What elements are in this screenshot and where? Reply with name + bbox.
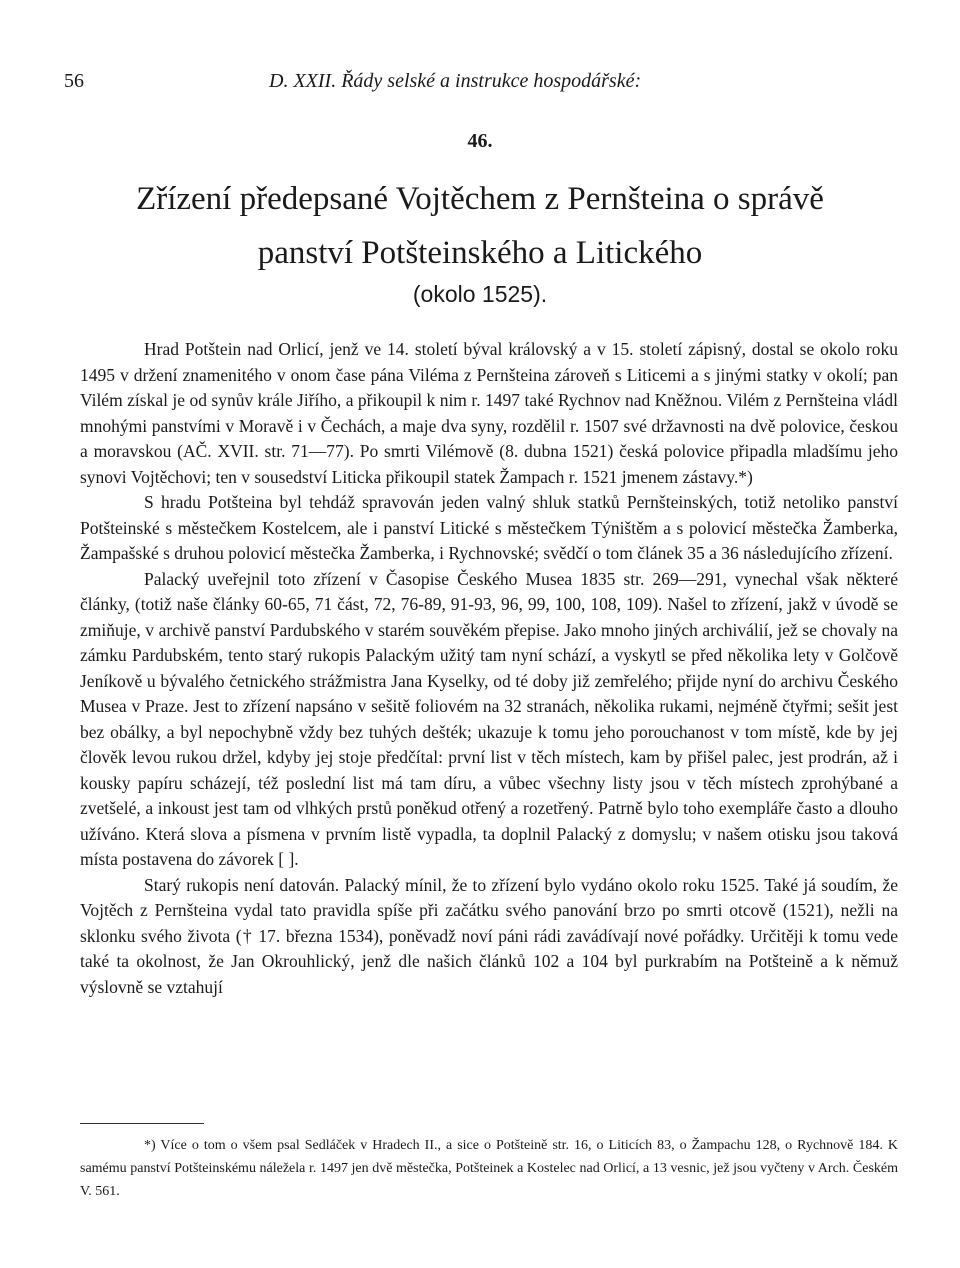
running-title: D. XXII. Řády selské a instrukce hospodářské: — [269, 70, 642, 92]
body-text — [80, 337, 898, 1000]
title-line-1: Zřízení předepsané Vojtěchem z Pernšteina o správě — [136, 181, 824, 217]
paragraph-2: S hradu Potšteina byl tehdáž spravován jeden valný shluk statků Pernšteinských, totiž netoliko panství Potšteinské s městečkem Kostelcem, ale i panství Litické s městečkem Týništěm a s polovicí městečka Žamberka, Žampašské s druhou polovicí městečka Žamberka, i Rychnovské; svědčí o tom článek 35 a 36 následujícího zřízení. — [80, 492, 898, 563]
document-title — [60, 172, 900, 280]
page-number: 56 — [64, 70, 84, 92]
footnote-divider — [80, 1123, 204, 1124]
footnote — [80, 1134, 898, 1203]
paragraph-1: Hrad Potštein nad Orlicí, jenž ve 14. století býval královský a v 15. století zápisný, dostal se okolo roku 1495 v držení znamenitého v onom čase pána Viléma z Pernšteina zároveň s Liticemi a s jinými statky v okolí; pan Vilém získal je od synův krále Jiřího, a přikoupil k nim r. 1497 také Rychnov nad Kněžnou. Vilém z Pernšteina vládl mnohými panstvími v Moravě i v Čechách, a maje dva syny, rozdělil r. 1507 své državnosti na dvě polovice, českou a moravskou (AČ. XVII. str. 71—77). Po smrti Vilémově (8. dubna 1521) česká polovice připadla mladšímu jeho synovi Vojtěchovi; ten v sousedství Liticka přikoupil statek Žampach r. 1521 jmenem zástavy.*) — [80, 339, 898, 487]
footnote-text: *) Více o tom o všem psal Sedláček v Hradech II., a sice o Potšteině str. 16, o Liticích 83, o Žampachu 128, o Rychnově 184. K samému panství Potšteinskému náležela r. 1497 jen dvě městečka, Potšteinek a Kostelec nad Orlicí, a 13 vesnic, jež jsou vyčteny v Arch. Českém V. 561. — [80, 1138, 898, 1199]
page-header — [64, 70, 896, 100]
title-line-2: panství Potšteinského a Litického — [257, 235, 703, 271]
paragraph-3: Palacký uveřejnil toto zřízení v Časopise Českého Musea 1835 str. 269—291, vynechal však některé články, (totiž naše články 60-65, 71 část, 72, 76-89, 91-93, 96, 99, 100, 108, 109). Našel to zřízení, jakž v úvodě se zmiňuje, v archivě panství Pardubského v starém souvěkém přepise. Jako mnoho jiných archiválií, jež se chovaly na zámku Pardubském, tento starý rukopis Palackým užitý tam nyní schází, a vyskytl se před několika lety v Golčově Jeníkově u bývalého četnického strážmistra Jana Kyselky, od té doby již zemřelého; přijde nyní do archivu Českého Musea v Praze. Jest to zřízení napsáno v sešitě foliovém na 32 stranách, několika rukami, nejméně čtyřmi; sešit jest bez obálky, a byl nepochybně vždy bez tuhých dešték; ukazuje k tomu jeho porouchanost v tom místě, kde by jej člověk levou rukou držel, kdyby jej stoje předčítal: první list v těch místech, kam by přišel palec, jest prodrán, až i kousky papíru scházejí, též poslední list má tam díru, a vůbec všechny listy jsou v těch místech zprohýbané a zvetšelé, a inkoust jest tam od vlhkých prstů poněkud otřený a rozetřený. Patrně bylo toho exempláře často a dlouho užíváno. Která slova a písmena v prvním listě vypadla, ta doplnil Palacký z domyslu; v našem otisku jsou taková místa postavena do závorek [ ]. — [80, 568, 898, 869]
paragraph-4: Starý rukopis není datován. Palacký mínil, že to zřízení bylo vydáno okolo roku 1525. Také já soudím, že Vojtěch z Pernšteina vydal tato pravidla spíše při začátku svého panování brzo po smrti otcově (1521), nežli na sklonku svého života († 17. března 1534), poněvadž noví páni rádi zavádívají nové pořádky. Určitěji k tomu vede také ta okolnost, že Jan Okrouhlický, jenž dle našich článků 102 a 104 byl purkrabím na Potšteině a k němuž výslovně se vztahují — [80, 874, 898, 997]
document-date: (okolo 1525). — [412, 281, 548, 307]
document-number: 46. — [467, 130, 493, 152]
